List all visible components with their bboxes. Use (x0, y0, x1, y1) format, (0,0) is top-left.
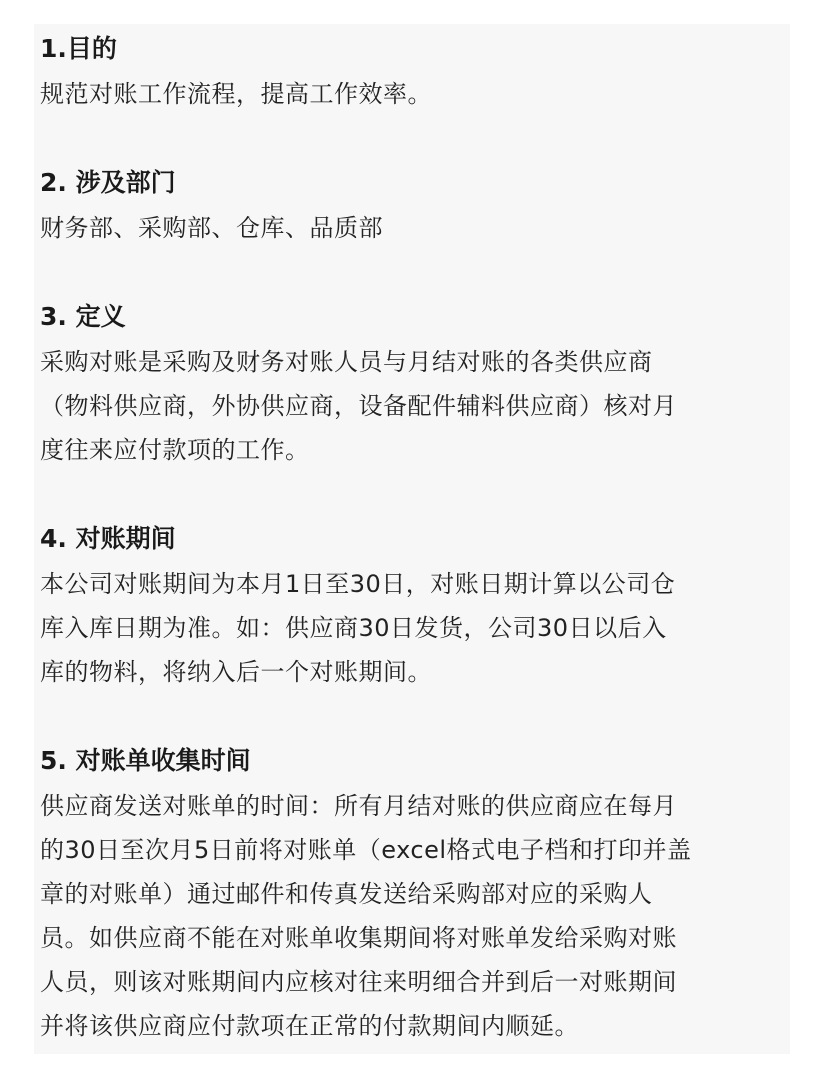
document-content (40, 26, 790, 1048)
section-text-line: 供应商发送对账单的时间：所有月结对账的供应商应在每月 (40, 792, 677, 820)
section-departments (40, 160, 790, 250)
section-heading: 5. 对账单收集时间 (40, 746, 251, 775)
section-text-line: 人员，则该对账期间内应核对往来明细合并到后一对账期间 (40, 968, 677, 996)
section-text-line: 财务部、采购部、仓库、品质部 (40, 214, 383, 242)
section-heading: 4. 对账期间 (40, 524, 176, 553)
section-heading: 3. 定义 (40, 302, 126, 331)
section-definition (40, 294, 790, 472)
section-collection-time (40, 738, 790, 1048)
section-purpose (40, 26, 790, 116)
section-text-line: 并将该供应商应付款项在正常的付款期间内顺延。 (40, 1012, 579, 1040)
section-text-line: 规范对账工作流程，提高工作效率。 (40, 80, 432, 108)
section-heading: 2. 涉及部门 (40, 168, 176, 197)
section-text-line: （物料供应商，外协供应商，设备配件辅料供应商）核对月 (40, 392, 677, 420)
section-text-line: 采购对账是采购及财务对账人员与月结对账的各类供应商 (40, 348, 653, 376)
section-text-line: 度往来应付款项的工作。 (40, 436, 310, 464)
section-heading: 1.目的 (40, 34, 117, 63)
section-text-line: 的30日至次月5日前将对账单（excel格式电子档和打印并盖 (40, 836, 692, 864)
section-text-line: 章的对账单）通过邮件和传真发送给采购部对应的采购人 (40, 880, 653, 908)
section-text-line: 员。如供应商不能在对账单收集期间将对账单发给采购对账 (40, 924, 677, 952)
section-text-line: 本公司对账期间为本月1日至30日，对账日期计算以公司仓 (40, 570, 676, 598)
section-text-line: 库的物料，将纳入后一个对账期间。 (40, 658, 432, 686)
section-period (40, 516, 790, 694)
section-text-line: 库入库日期为准。如：供应商30日发货，公司30日以后入 (40, 614, 667, 642)
